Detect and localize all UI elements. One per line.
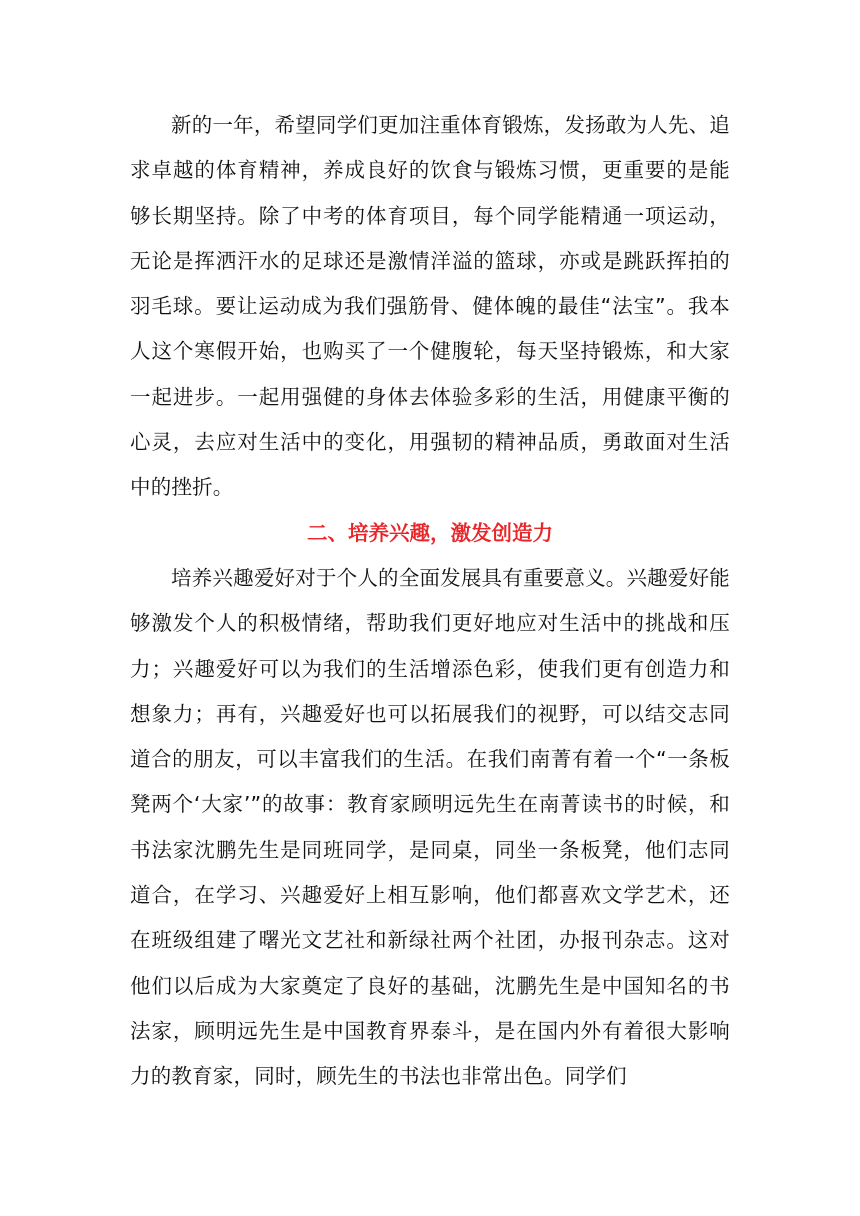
body-paragraph: 新的一年，希望同学们更加注重体育锻炼，发扬敢为人先、追求卓越的体育精神，养成良好的饮食与锻炼习惯，更重要的是能够长期坚持。除了中考的体育项目，每个同学能精通一项运动，无论是挥洒汗水的足球还是激情洋溢的篮球，亦或是跳跃挥拍的羽毛球。要让运动成为我们强筋骨、健体魄的最佳“法宝”。我本人这个寒假开始，也购买了一个健腹轮，每天坚持锻炼，和大家一起进步。一起用强健的身体去体验多彩的生活，用健康平衡的心灵，去应对生活中的变化，用强韧的精神品质，勇敢面对生活中的挫折。	[130, 113, 730, 500]
section-heading: 二、培养兴趣，激发创造力	[307, 520, 553, 545]
document-page	[130, 103, 730, 1100]
body-paragraph: 培养兴趣爱好对于个人的全面发展具有重要意义。兴趣爱好能够激发个人的积极情绪，帮助我们更好地应对生活中的挑战和压力；兴趣爱好可以为我们的生活增添色彩，使我们更有创造力和想象力；再有，兴趣爱好也可以拓展我们的视野，可以结交志同道合的朋友，可以丰富我们的生活。在我们南菁有着一个“一条板凳两个‘大家’”的故事：教育家顾明远先生在南菁读书的时候，和书法家沈鹏先生是同班同学，是同桌，同坐一条板凳，他们志同道合，在学习、兴趣爱好上相互影响，他们都喜欢文学艺术，还在班级组建了曙光文艺社和新绿社两个社团，办报刊杂志。这对他们以后成为大家奠定了良好的基础，沈鹏先生是中国知名的书法家，顾明远先生是中国教育界泰斗，是在国内外有着很大影响力的教育家，同时，顾先生的书法也非常出色。同学们	[130, 565, 730, 1089]
